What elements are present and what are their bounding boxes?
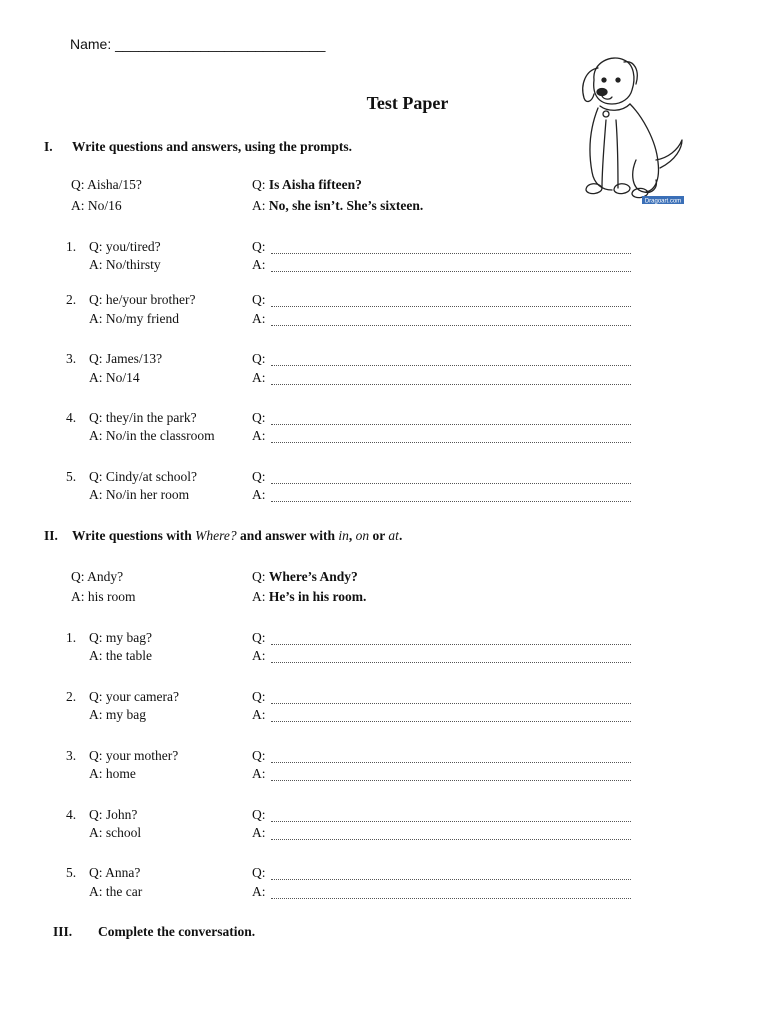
answer-label: A:	[252, 428, 266, 443]
question-label: Q:	[252, 630, 266, 645]
section-2-heading: II. Write questions with Where? and answer with in, on or at.	[44, 528, 403, 543]
question-blank[interactable]	[271, 423, 631, 425]
item-number: 4.	[66, 807, 77, 822]
answer-prompt: A: No/in the classroom	[89, 428, 215, 443]
question-label: Q:	[252, 239, 266, 254]
question-label: Q:	[252, 469, 266, 484]
answer-blank[interactable]	[271, 661, 631, 663]
question-label: Q:	[252, 689, 266, 704]
answer-label: A:	[252, 707, 266, 722]
question-prompt: Q: Cindy/at school?	[89, 469, 197, 484]
example-2-answer: A: He’s in his room.	[252, 589, 367, 604]
question-blank[interactable]	[271, 878, 631, 880]
example-1-answer-prompt: A: No/16	[71, 198, 122, 213]
answer-label: A:	[252, 257, 266, 272]
answer-label: A:	[252, 884, 266, 899]
dog-illustration-icon	[572, 50, 688, 210]
section-3-instruction: Complete the conversation.	[98, 924, 256, 939]
answer-blank[interactable]	[271, 383, 631, 385]
section-3-heading	[53, 924, 255, 940]
question-prompt: Q: my bag?	[89, 630, 152, 645]
question-label: Q:	[252, 807, 266, 822]
answer-label: A:	[252, 487, 266, 502]
item-number: 1.	[66, 239, 77, 254]
example-1-question: Q: Is Aisha fifteen?	[252, 177, 362, 192]
answer-blank[interactable]	[271, 270, 631, 272]
answer-prompt: A: home	[89, 766, 136, 781]
question-label: Q:	[252, 292, 266, 307]
item-number: 2.	[66, 689, 77, 704]
question-prompt: Q: you/tired?	[89, 239, 161, 254]
answer-blank[interactable]	[271, 897, 631, 899]
example-1-question-prompt: Q: Aisha/15?	[71, 177, 142, 192]
example-2-question: Q: Where’s Andy?	[252, 569, 358, 584]
item-number: 3.	[66, 748, 77, 763]
question-label: Q:	[252, 410, 266, 425]
question-blank[interactable]	[271, 482, 631, 484]
example-2-question-prompt: Q: Andy?	[71, 569, 124, 584]
answer-prompt: A: No/in her room	[89, 487, 190, 502]
question-blank[interactable]	[271, 252, 631, 254]
answer-prompt: A: school	[89, 825, 142, 840]
item-number: 3.	[66, 351, 77, 366]
answer-label: A:	[252, 825, 266, 840]
question-blank[interactable]	[271, 761, 631, 763]
question-label: Q:	[252, 748, 266, 763]
question-prompt: Q: your camera?	[89, 689, 179, 704]
answer-label: A:	[252, 766, 266, 781]
answer-blank[interactable]	[271, 441, 631, 443]
answer-blank[interactable]	[271, 720, 631, 722]
question-blank[interactable]	[271, 643, 631, 645]
answer-prompt: A: No/thirsty	[89, 257, 161, 272]
question-prompt: Q: your mother?	[89, 748, 179, 763]
answer-prompt: A: No/14	[89, 370, 140, 385]
page-title: Test Paper	[366, 93, 449, 113]
section-1-number: I.	[44, 139, 53, 154]
item-number: 4.	[66, 410, 77, 425]
item-number: 2.	[66, 292, 77, 307]
item-number: 5.	[66, 469, 77, 484]
answer-label: A:	[252, 648, 266, 663]
answer-prompt: A: the car	[89, 884, 143, 899]
answer-blank[interactable]	[271, 838, 631, 840]
answer-prompt: A: the table	[89, 648, 152, 663]
question-blank[interactable]	[271, 364, 631, 366]
section-1-instruction: Write questions and answers, using the prompts.	[72, 139, 353, 154]
answer-label: A:	[252, 370, 266, 385]
section-3-number: III.	[53, 924, 73, 939]
name-field[interactable]: Name: ___________________________	[70, 36, 326, 52]
item-number: 1.	[66, 630, 77, 645]
question-prompt: Q: he/your brother?	[89, 292, 196, 307]
answer-label: A:	[252, 311, 266, 326]
question-prompt: Q: James/13?	[89, 351, 163, 366]
answer-prompt: A: No/my friend	[89, 311, 179, 326]
item-number: 5.	[66, 865, 77, 880]
question-prompt: Q: Anna?	[89, 865, 141, 880]
question-blank[interactable]	[271, 305, 631, 307]
question-prompt: Q: John?	[89, 807, 138, 822]
question-blank[interactable]	[271, 820, 631, 822]
illustration-credit: Dragoart.com	[644, 198, 682, 205]
example-1-answer: A: No, she isn’t. She’s sixteen.	[252, 198, 424, 213]
answer-blank[interactable]	[271, 324, 631, 326]
answer-prompt: A: my bag	[89, 707, 146, 722]
question-label: Q:	[252, 351, 266, 366]
question-prompt: Q: they/in the park?	[89, 410, 197, 425]
section-1-heading	[44, 139, 352, 155]
question-label: Q:	[252, 865, 266, 880]
answer-blank[interactable]	[271, 779, 631, 781]
question-blank[interactable]	[271, 702, 631, 704]
answer-blank[interactable]	[271, 500, 631, 502]
example-2-answer-prompt: A: his room	[71, 589, 136, 604]
